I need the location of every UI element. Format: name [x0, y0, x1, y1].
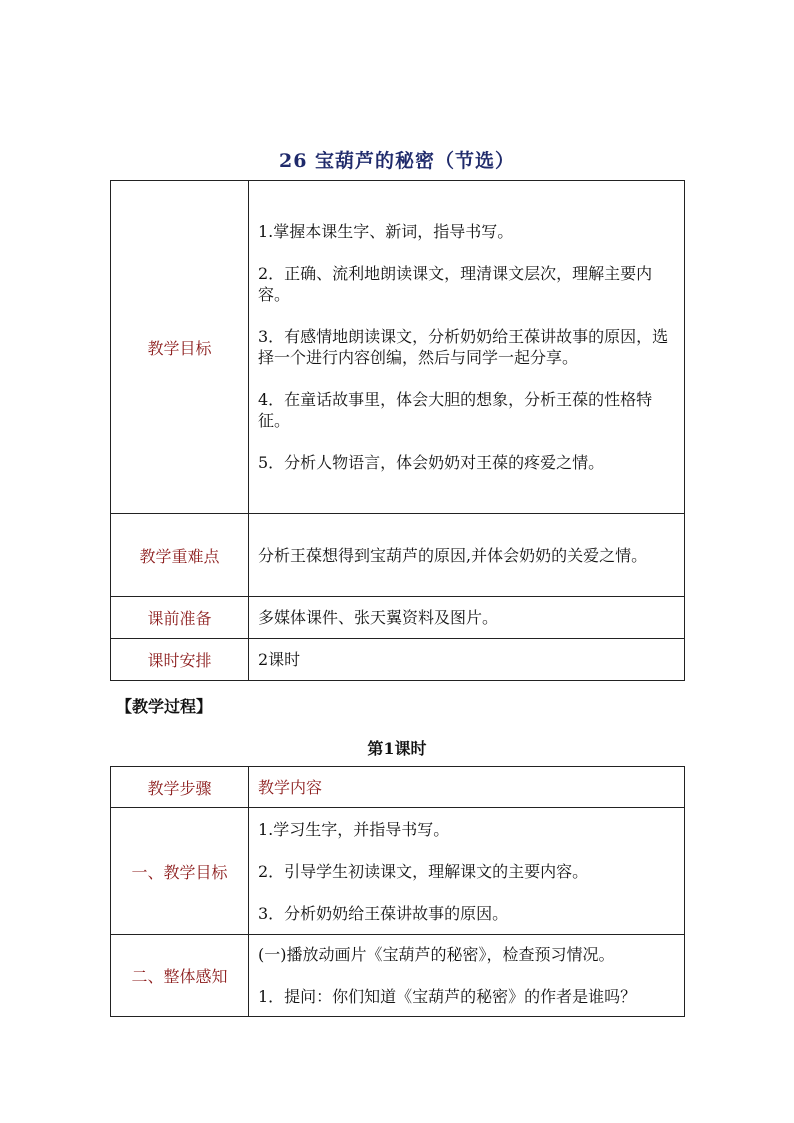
table-row — [111, 181, 685, 514]
schedule-label: 课时安排 — [111, 639, 249, 681]
goal-item: 4．在童话故事里，体会大胆的想象，分析王葆的性格特征。 — [258, 390, 653, 430]
step-content — [249, 935, 685, 1017]
step-item: 2．引导学生初读课文，理解课文的主要内容。 — [258, 861, 589, 881]
prep-content: 多媒体课件、张天翼资料及图片。 — [249, 597, 685, 639]
prep-label: 课前准备 — [111, 597, 249, 639]
goals-content — [249, 181, 685, 514]
schedule-content: 2课时 — [249, 639, 685, 681]
step-label: 一、教学目标 — [111, 808, 249, 935]
process-table — [110, 766, 685, 1017]
step-item: 1．提问：你们知道《宝葫芦的秘密》的作者是谁吗？ — [258, 987, 637, 1006]
step-item: 3．分析奶奶给王葆讲故事的原因。 — [258, 903, 509, 923]
step-content — [249, 808, 685, 935]
table-row — [111, 935, 685, 1017]
difficulty-label: 教学重难点 — [111, 514, 249, 597]
goal-item: 3．有感情地朗读课文，分析奶奶给王葆讲故事的原因，选择一个进行内容创编，然后与同学一起分享。 — [258, 327, 669, 367]
step-item: 1.学习生字，并指导书写。 — [258, 819, 450, 839]
goal-item: 2．正确、流利地朗读课文，理清课文层次，理解主要内容。 — [258, 264, 653, 304]
table-row — [111, 808, 685, 935]
difficulty-content — [249, 514, 685, 597]
goals-label: 教学目标 — [111, 181, 249, 514]
table-header-row — [111, 767, 685, 808]
table-row — [111, 597, 685, 639]
lesson-plan-table — [110, 180, 685, 681]
process-heading: 【教学过程】 — [116, 697, 213, 716]
goal-item: 5．分析人物语言，体会奶奶对王葆的疼爱之情。 — [258, 453, 605, 472]
page-title: 26 宝葫芦的秘密（节选） — [278, 150, 516, 172]
header-step: 教学步骤 — [111, 767, 249, 808]
lesson-title: 第1课时 — [367, 739, 427, 758]
goal-item: 1.掌握本课生字、新词，指导书写。 — [258, 222, 514, 241]
difficulty-text: 分析王葆想得到宝葫芦的原因,并体会奶奶的关爱之情。 — [258, 545, 648, 565]
table-row — [111, 514, 685, 597]
step-label: 二、整体感知 — [111, 935, 249, 1017]
step-item: (一)播放动画片《宝葫芦的秘密》，检查预习情况。 — [258, 945, 615, 964]
header-content: 教学内容 — [249, 767, 685, 808]
table-row — [111, 639, 685, 681]
